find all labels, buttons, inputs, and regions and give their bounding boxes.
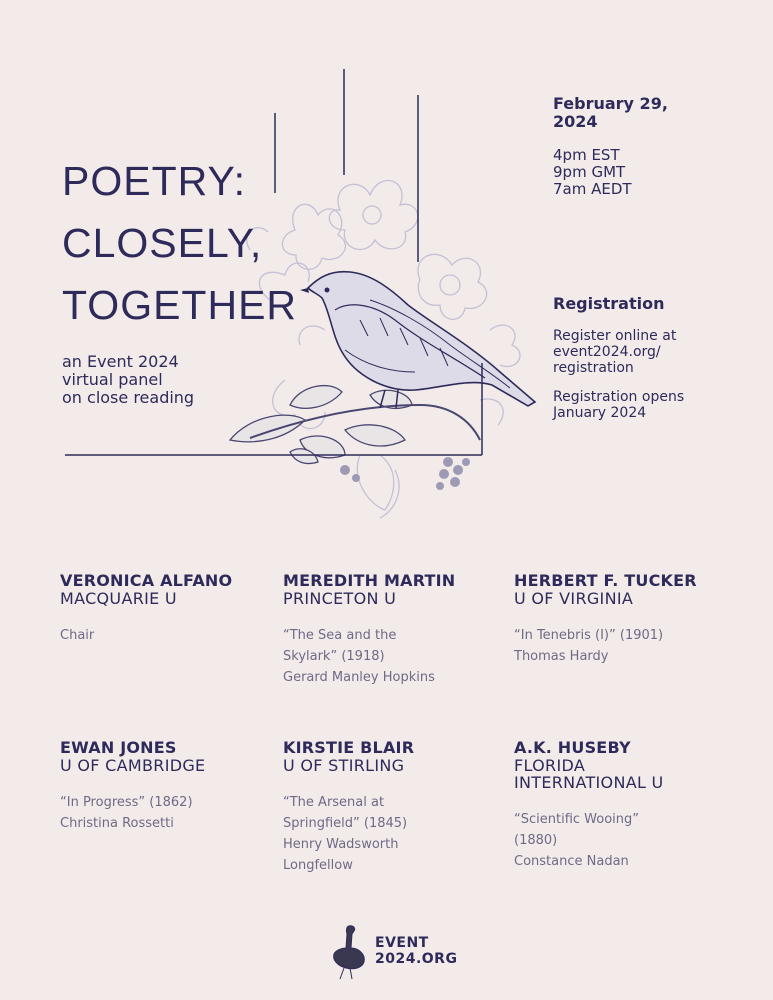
event-date: [553, 95, 668, 131]
role-line: Chair: [60, 628, 95, 643]
registration-line: Register online at: [553, 328, 677, 344]
date-line: February 29,: [553, 94, 668, 113]
speaker-card: [283, 572, 513, 688]
subtitle-line: an Event 2024: [62, 352, 179, 371]
speaker-institution: PRINCETON U: [283, 589, 397, 608]
role-line: “In Tenebris (I)” (1901): [514, 628, 664, 643]
speaker-name: VERONICA ALFANO: [60, 571, 233, 590]
speaker-role: [60, 625, 290, 646]
role-line: “Scientific Wooing”: [514, 812, 639, 827]
speaker-role: [514, 625, 744, 667]
subtitle: [62, 353, 194, 407]
speaker-institution: FLORIDA: [514, 756, 586, 775]
registration-opens: [553, 389, 684, 421]
role-line: Gerard Manley Hopkins: [283, 670, 435, 685]
page-title: [62, 150, 297, 336]
speaker-name: HERBERT F. TUCKER: [514, 571, 697, 590]
speaker-name: EWAN JONES: [60, 738, 177, 757]
opens-line: January 2024: [553, 405, 647, 421]
speaker-role: [60, 792, 290, 834]
speaker-card: [283, 739, 513, 876]
speaker-name: A.K. HUSEBY: [514, 738, 631, 757]
role-line: Constance Nadan: [514, 854, 629, 869]
logo-line: EVENT: [375, 935, 429, 951]
speaker-name: MEREDITH MARTIN: [283, 571, 456, 590]
role-line: Springfield” (1845): [283, 816, 408, 831]
speaker-role: [283, 625, 513, 688]
registration-link[interactable]: event2024.org/: [553, 344, 661, 360]
role-line: Thomas Hardy: [514, 649, 609, 664]
time-line: 4pm EST: [553, 146, 620, 164]
logo-text[interactable]: [375, 935, 457, 967]
speaker-institution: MACQUARIE U: [60, 589, 177, 608]
speaker-card: [60, 739, 290, 834]
speaker-card: [514, 572, 744, 667]
title-line: CLOSELY,: [62, 220, 263, 266]
speaker-institution: INTERNATIONAL U: [514, 773, 664, 792]
registration-heading: Registration: [553, 294, 665, 313]
role-line: “The Sea and the: [283, 628, 397, 643]
role-line: “In Progress” (1862): [60, 795, 193, 810]
emu-icon: [316, 922, 376, 982]
event-times: [553, 147, 632, 198]
speaker-institution: U OF VIRGINIA: [514, 589, 634, 608]
role-line: (1880): [514, 833, 558, 848]
speaker-role: [514, 809, 744, 872]
speaker-card: [60, 572, 290, 646]
title-line: POETRY:: [62, 158, 246, 204]
time-line: 9pm GMT: [553, 163, 626, 181]
role-line: Skylark” (1918): [283, 649, 385, 664]
subtitle-line: virtual panel: [62, 370, 163, 389]
time-line: 7am AEDT: [553, 180, 632, 198]
role-line: Christina Rossetti: [60, 816, 174, 831]
speaker-institution: U OF STIRLING: [283, 756, 405, 775]
title-line: TOGETHER: [62, 282, 298, 328]
speaker-card: [514, 739, 744, 872]
registration-link[interactable]: registration: [553, 360, 634, 376]
role-line: Longfellow: [283, 858, 353, 873]
opens-line: Registration opens: [553, 389, 685, 405]
speaker-role: [283, 792, 513, 876]
speaker-institution: U OF CAMBRIDGE: [60, 756, 206, 775]
berries: [340, 457, 470, 490]
registration-info: [553, 328, 676, 376]
date-line: 2024: [553, 112, 598, 131]
role-line: Henry Wadsworth: [283, 837, 399, 852]
role-line: “The Arsenal at: [283, 795, 385, 810]
subtitle-line: on close reading: [62, 388, 195, 407]
speaker-name: KIRSTIE BLAIR: [283, 738, 415, 757]
logo-line: 2024.ORG: [375, 951, 458, 967]
